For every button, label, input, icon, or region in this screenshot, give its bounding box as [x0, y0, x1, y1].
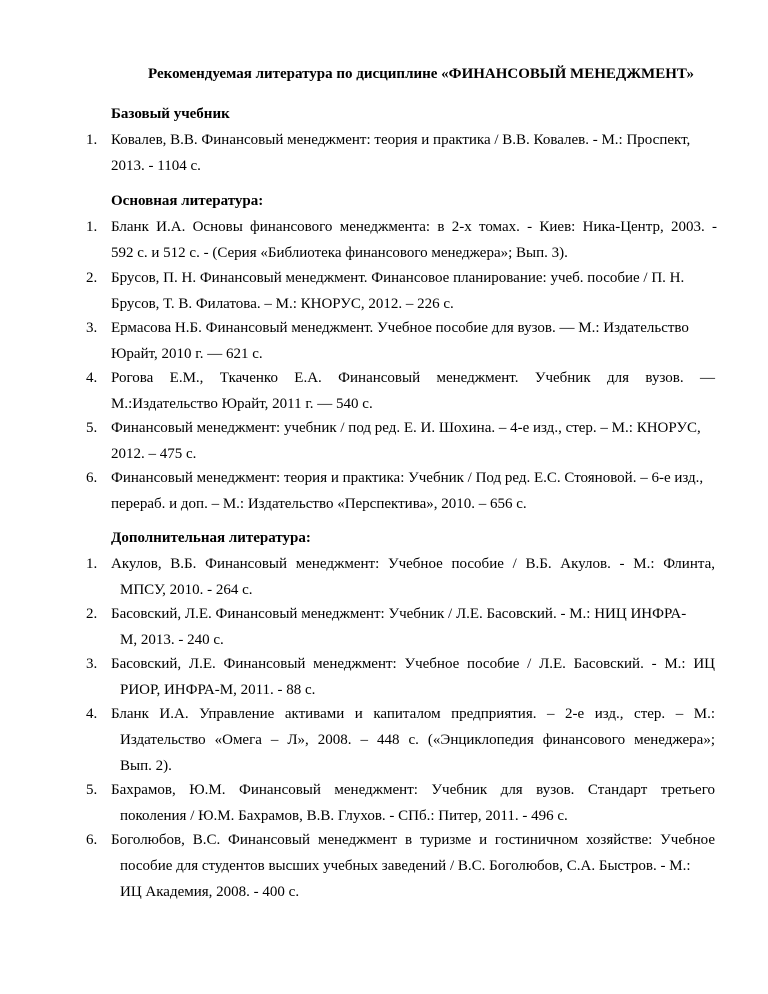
item-line: Басовский, Л.Е. Финансовый менеджмент: Учебное пособие / Л.Е. Басовский. - М.: ИЦ — [111, 656, 715, 672]
item-number: 6. — [86, 832, 98, 848]
section-heading-main: Основная литература: — [111, 193, 264, 209]
item-line: Ермасова Н.Б. Финансовый менеджмент. Учебное пособие для вузов. — М.: Издательство — [111, 320, 689, 336]
item-line: перераб. и доп. – М.: Издательство «Перспектива», 2010. – 656 с. — [111, 496, 527, 512]
item-line: Юрайт, 2010 г. — 621 с. — [111, 346, 263, 362]
item-line: Басовский, Л.Е. Финансовый менеджмент: Учебник / Л.Е. Басовский. - М.: НИЦ ИНФРА- — [111, 606, 687, 622]
item-line: Бланк И.А. Управление активами и капиталом предприятия. – 2-е изд., стер. – М.: — [111, 706, 715, 722]
item-number: 3. — [86, 656, 98, 672]
item-number: 1. — [86, 132, 98, 148]
item-line: МПСУ, 2010. - 264 с. — [120, 582, 253, 598]
item-number: 6. — [86, 470, 98, 486]
item-line: 2012. – 475 с. — [111, 446, 197, 462]
item-number: 2. — [86, 270, 98, 286]
item-number: 5. — [86, 782, 98, 798]
item-line: Издательство «Омега – Л», 2008. – 448 с. («Энциклопедия финансового менеджера»; — [120, 732, 715, 748]
item-number: 1. — [86, 556, 98, 572]
item-line: Боголюбов, В.С. Финансовый менеджмент в туризме и гостиничном хозяйстве: Учебное — [111, 832, 715, 848]
item-line: Ковалев, В.В. Финансовый менеджмент: теория и практика / В.В. Ковалев. - М.: Проспект, — [111, 132, 691, 148]
item-line: Акулов, В.Б. Финансовый менеджмент: Учебное пособие / В.Б. Акулов. - М.: Флинта, — [111, 556, 715, 572]
item-line: Бланк И.А. Основы финансового менеджмента: в 2-х томах. - Киев: Ника-Центр, 2003. - — [111, 219, 717, 235]
item-line: Брусов, Т. В. Филатова. – М.: КНОРУС, 2012. – 226 с. — [111, 296, 454, 312]
item-number: 3. — [86, 320, 98, 336]
item-number: 5. — [86, 420, 98, 436]
item-line: пособие для студентов высших учебных заведений / В.С. Боголюбов, С.А. Быстров. - М.: — [120, 858, 691, 874]
item-line: Брусов, П. Н. Финансовый менеджмент. Финансовое планирование: учеб. пособие / П. Н. — [111, 270, 685, 286]
item-number: 4. — [86, 706, 98, 722]
item-number: 4. — [86, 370, 98, 386]
item-line: Вып. 2). — [120, 758, 172, 774]
item-number: 1. — [86, 219, 98, 235]
section-heading-extra: Дополнительная литература: — [111, 530, 311, 546]
document-title: Рекомендуемая литература по дисциплине «ФИНАНСОВЫЙ МЕНЕДЖМЕНТ» — [148, 66, 694, 82]
item-line: ИЦ Академия, 2008. - 400 с. — [120, 884, 300, 900]
item-line: Финансовый менеджмент: учебник / под ред. Е. И. Шохина. – 4-е изд., стер. – М.: КНОРУС, — [111, 420, 701, 436]
item-line: М, 2013. - 240 с. — [120, 632, 224, 648]
item-line: 592 с. и 512 с. - (Серия «Библиотека финансового менеджера»; Вып. 3). — [111, 245, 568, 261]
item-line: Бахрамов, Ю.М. Финансовый менеджмент: Учебник для вузов. Стандарт третьего — [111, 782, 715, 798]
section-heading-basic: Базовый учебник — [111, 106, 230, 122]
item-line: Рогова Е.М., Ткаченко Е.А. Финансовый менеджмент. Учебник для вузов. — — [111, 370, 715, 386]
item-line: РИОР, ИНФРА-М, 2011. - 88 с. — [120, 682, 316, 698]
item-number: 2. — [86, 606, 98, 622]
item-line: поколения / Ю.М. Бахрамов, В.В. Глухов. - СПб.: Питер, 2011. - 496 с. — [120, 808, 568, 824]
item-line: Финансовый менеджмент: теория и практика: Учебник / Под ред. Е.С. Стояновой. – 6-е изд., — [111, 470, 704, 486]
item-line: М.:Издательство Юрайт, 2011 г. — 540 с. — [111, 396, 373, 412]
item-line: 2013. - 1104 с. — [111, 158, 201, 174]
